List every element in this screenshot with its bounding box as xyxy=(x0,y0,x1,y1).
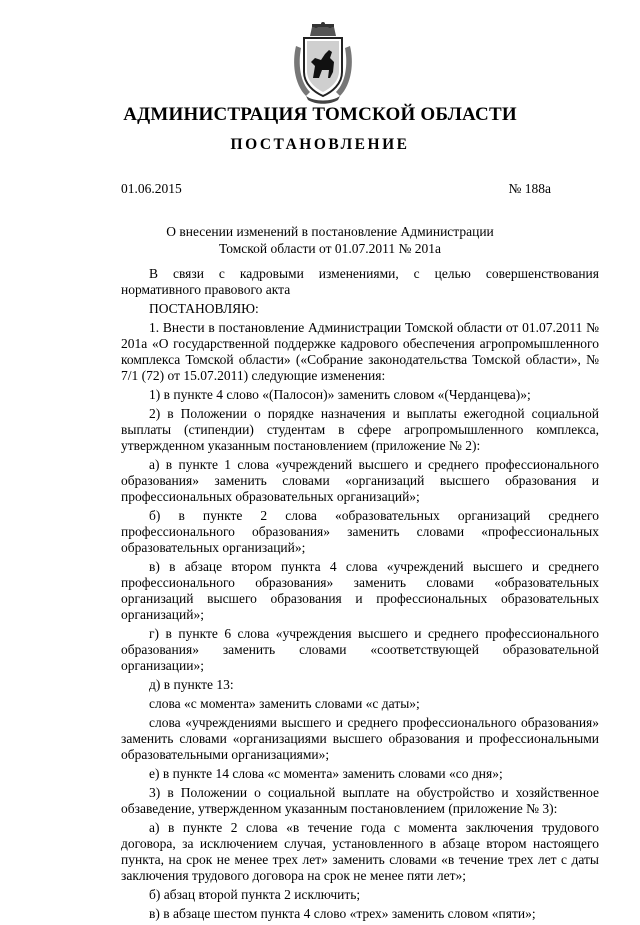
administration-title: АДМИНИСТРАЦИЯ ТОМСКОЙ ОБЛАСТИ xyxy=(123,104,517,125)
paragraph-subitem-2a: а) в пункте 1 слова «учреждений высшего и среднего профессионального образования» заменить словами «организаций высшего образования и профессиональных образовательных организаций»; xyxy=(121,457,599,504)
paragraph-subitem-2v: в) в абзаце втором пункта 4 слова «учреждений высшего и среднего профессионального образования» заменить словами «образовательных организаций высшего образования и профессиональных образовательных организаций»; xyxy=(121,559,599,622)
coat-of-arms-icon xyxy=(290,22,356,104)
paragraph-item-1: 1. Внести в постановление Администрации Томской области от 01.07.2011 № 201а «О государственной поддержке кадрового обеспечения агропромышленного комплекса Томской области» («Собрание законодательства Томской области», № 7/1 (72) от 15.07.2011) следующие изменения: xyxy=(121,320,599,383)
paragraph-subitem-2e: е) в пункте 14 слова «с момента» заменить словами «со дня»; xyxy=(149,766,503,781)
paragraph-subitem-3b: б) абзац второй пункта 2 исключить; xyxy=(149,887,361,902)
paragraph-preamble: В связи с кадровыми изменениями, с целью совершенствования нормативного правового акта xyxy=(121,266,599,297)
paragraph-subitem-3a: а) в пункте 2 слова «в течение года с момента заключения трудового договора, за исключением случая, установленного в абзаце втором настоящего пункта, на срок не менее трех лет» заменить словами «в течение трех лет с даты заключения трудового договора на срок не менее пяти лет»; xyxy=(121,820,599,883)
paragraph-subitem-2: 2) в Положении о порядке назначения и выплаты ежегодной социальной выплаты (стипендии) студентам в сфере агропромышленного комплекса, утвержденном указанным постановлением (приложение № 2): xyxy=(121,406,599,453)
paragraph-subitem-1: 1) в пункте 4 слово «(Палосон)» заменить словом «(Черданцева)»; xyxy=(149,387,531,402)
document-type: ПОСТАНОВЛЕНИЕ xyxy=(230,136,410,153)
document-date: 01.06.2015 xyxy=(121,181,182,196)
subject-line-1: О внесении изменений в постановление Администрации xyxy=(166,224,494,239)
paragraph-subitem-2d-2: слова «учреждениями высшего и среднего профессионального образования» заменить словами «организациями высшего образования и профессиональными образовательными организациями»; xyxy=(121,715,599,762)
document-body xyxy=(121,266,599,925)
subject-line-2: Томской области от 01.07.2011 № 201а xyxy=(219,241,441,256)
document-subject xyxy=(140,223,520,257)
paragraph-resolve: ПОСТАНОВЛЯЮ: xyxy=(149,301,259,316)
paragraph-subitem-3: 3) в Положении о социальной выплате на обустройство и хозяйственное обзаведение, утвержденном указанным постановлением (приложение № 3): xyxy=(121,785,599,816)
coat-of-arms-graphic xyxy=(290,22,356,104)
document-number: № 188а xyxy=(508,181,551,196)
paragraph-subitem-2d: д) в пункте 13: xyxy=(149,677,234,692)
paragraph-subitem-2d-1: слова «с момента» заменить словами «с даты»; xyxy=(149,696,420,711)
paragraph-subitem-2b: б) в пункте 2 слова «образовательных организаций среднего профессионального образования» заменить словами «профессиональных образовательных организаций»; xyxy=(121,508,599,555)
paragraph-subitem-2g: г) в пункте 6 слова «учреждения высшего и среднего профессионального образования» заменить словами «соответствующей образовательной организации»; xyxy=(121,626,599,673)
paragraph-subitem-3v: в) в абзаце шестом пункта 4 слово «трех» заменить словом «пяти»; xyxy=(149,906,536,921)
